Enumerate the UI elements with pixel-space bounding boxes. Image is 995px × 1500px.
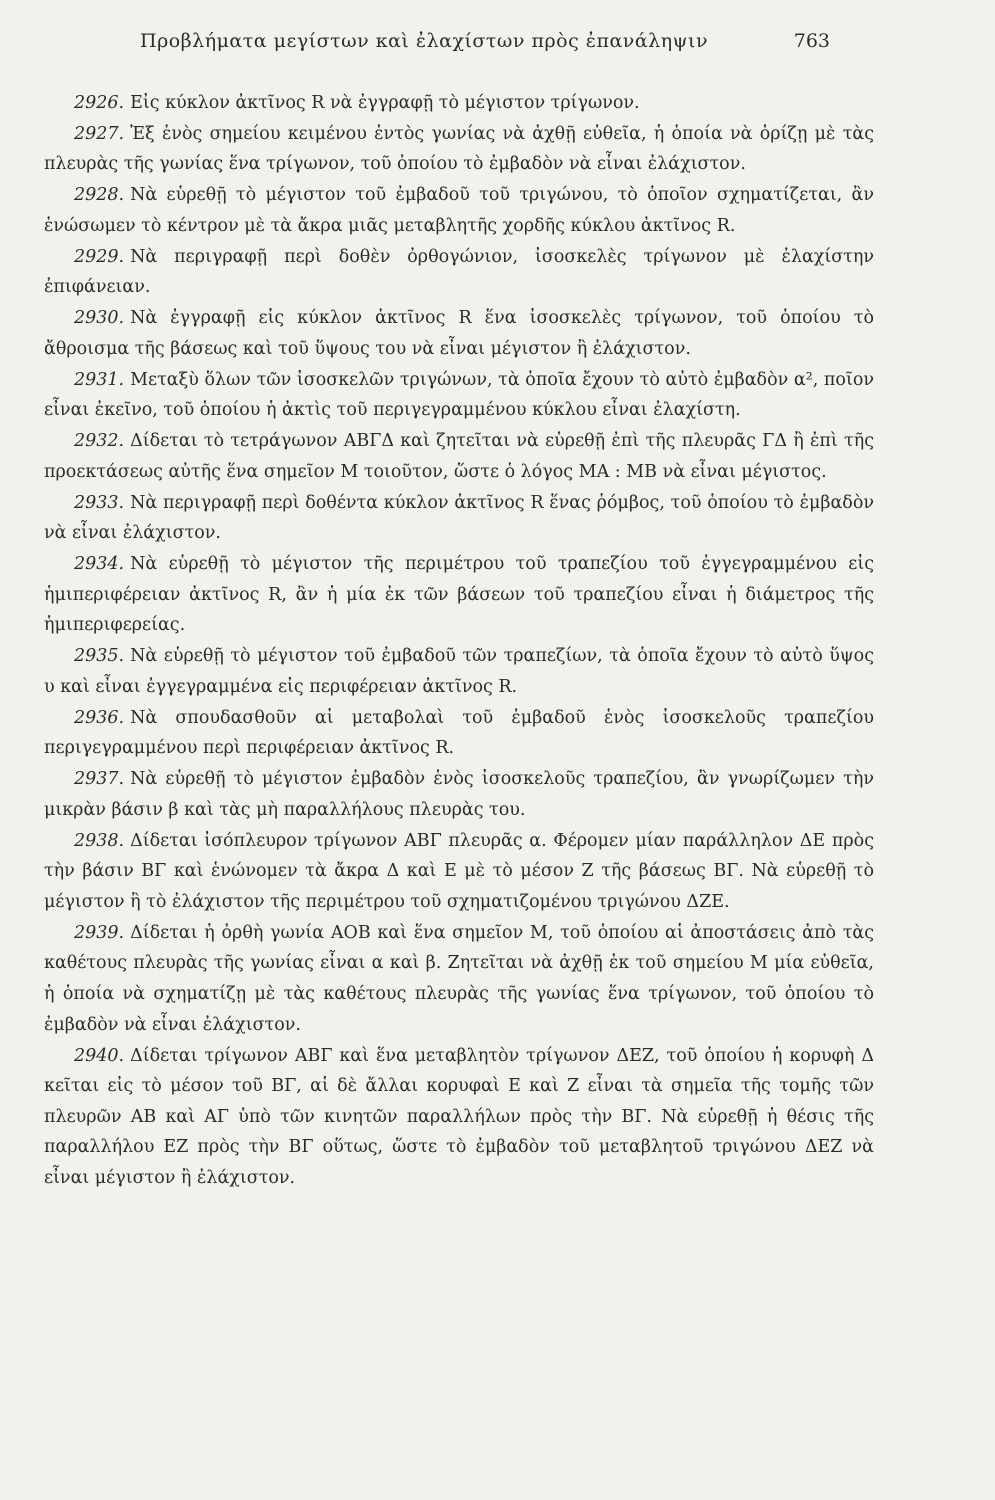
problem-text: Ἐξ ἑνὸς σημείου κειμένου ἐντὸς γωνίας νὰ ἀχθῇ εὐθεῖα, ἡ ὁποία νὰ ὁρίζῃ μὲ τὰς πλευρὰς τῆς γωνίας ἕνα τρίγωνον, τοῦ ὁποίου τὸ ἐμβαδὸν νὰ εἶναι ἐλάχιστον. — [44, 123, 874, 175]
problem-text: Εἰς κύκλον ἀκτῖνος R νὰ ἐγγραφῇ τὸ μέγιστον τρίγωνον. — [130, 93, 640, 113]
problem-text: Νὰ περιγραφῇ περὶ δοθὲν ὀρθογώνιον, ἰσοσκελὲς τρίγωνον μὲ ἐλαχίστην ἐπιφάνειαν. — [44, 246, 874, 298]
problem-number: 2940. — [74, 1045, 125, 1066]
problem-2932 — [44, 426, 874, 487]
problem-number: 2938. — [74, 830, 125, 851]
running-title: Προβλήματα μεγίστων καὶ ἐλαχίστων πρὸς ἐπανάληψιν — [140, 30, 708, 52]
problem-2933 — [44, 488, 874, 549]
problem-number: 2933. — [74, 492, 125, 513]
problem-number: 2928. — [74, 185, 125, 206]
problem-text: Δίδεται ἡ ὀρθὴ γωνία ΑΟΒ καὶ ἕνα σημεῖον Μ, τοῦ ὁποίου αἱ ἀποστάσεις ἀπὸ τὰς καθέτους πλευρὰς τῆς γωνίας εἶναι α καὶ β. Ζητεῖται νὰ ἀχθῇ ἐκ τοῦ σημείου Μ μία εὐθεῖα, ἡ ὁποία νὰ σχηματίζῃ μὲ τὰς καθέτους πλευρὰς τῆς γωνίας ἕνα τρίγωνον, τοῦ ὁποίου τὸ ἐμβαδὸν νὰ εἶναι ἐλάχιστον. — [44, 922, 874, 1035]
problem-2931 — [44, 365, 874, 426]
problem-number: 2932. — [74, 431, 125, 452]
problem-text: Δίδεται τρίγωνον ΑΒΓ καὶ ἕνα μεταβλητὸν τρίγωνον ΔΕΖ, τοῦ ὁποίου ἡ κορυφὴ Δ κεῖται εἰς τὸ μέσον τοῦ ΒΓ, αἱ δὲ ἄλλαι κορυφαὶ Ε καὶ Ζ εἶναι τὰ σημεῖα τῆς τομῆς τῶν πλευρῶν ΑΒ καὶ ΑΓ ὑπὸ τῶν κινητῶν παραλλήλων πρὸς τὴν ΒΓ. Νὰ εὑρεθῇ ἡ θέσις τῆς παραλλήλου ΕΖ πρὸς τὴν ΒΓ οὕτως, ὥστε τὸ ἐμβαδὸν τοῦ μεταβλητοῦ τριγώνου ΔΕΖ νὰ εἶναι μέγιστον ἢ ἐλάχιστον. — [44, 1045, 874, 1188]
problem-number: 2931. — [74, 369, 125, 390]
problem-list — [44, 88, 874, 1194]
problem-2928 — [44, 180, 874, 241]
problem-number: 2929. — [74, 246, 125, 267]
page-header — [140, 30, 830, 52]
problem-2938 — [44, 826, 874, 918]
problem-text: Δίδεται τὸ τετράγωνον ΑΒΓΔ καὶ ζητεῖται νὰ εὑρεθῇ ἐπὶ τῆς πλευρᾶς ΓΔ ἢ ἐπὶ τῆς προεκτάσεως αὐτῆς ἕνα σημεῖον Μ τοιοῦτον, ὥστε ὁ λόγος ΜΑ : ΜΒ νὰ εἶναι μέγιστος. — [44, 431, 874, 482]
problem-number: 2930. — [74, 308, 125, 329]
problem-text: Μεταξὺ ὅλων τῶν ἰσοσκελῶν τριγώνων, τὰ ὁποῖα ἔχουν τὸ αὐτὸ ἐμβαδὸν α², ποῖον εἶναι ἐκεῖνο, τοῦ ὁποίου ἡ ἀκτὶς τοῦ περιγεγραμμένου κύκλου εἶναι ἐλαχίστη. — [44, 369, 874, 421]
problem-text: Νὰ εὑρεθῇ τὸ μέγιστον τοῦ ἐμβαδοῦ τοῦ τριγώνου, τὸ ὁποῖον σχηματίζεται, ἂν ἑνώσωμεν τὸ κέντρον μὲ τὰ ἄκρα μιᾶς μεταβλητῆς χορδῆς κύκλου ἀκτῖνος R. — [44, 185, 874, 236]
problem-2939 — [44, 918, 874, 1040]
problem-number: 2937. — [74, 769, 125, 790]
problem-2934 — [44, 549, 874, 641]
problem-number: 2939. — [74, 922, 125, 943]
problem-number: 2936. — [74, 707, 125, 728]
problem-text: Δίδεται ἰσόπλευρον τρίγωνον ΑΒΓ πλευρᾶς α. Φέρομεν μίαν παράλληλον ΔΕ πρὸς τὴν βάσιν ΒΓ καὶ ἑνώνομεν τὰ ἄκρα Δ καὶ Ε μὲ τὸ μέσον Ζ τῆς βάσεως ΒΓ. Νὰ εὑρεθῇ τὸ μέγιστον ἢ τὸ ἐλάχιστον τῆς περιμέτρου τοῦ σχηματιζομένου τριγώνου ΔΖΕ. — [44, 830, 874, 912]
problem-2929 — [44, 242, 874, 303]
problem-2927 — [44, 119, 874, 180]
problem-text: Νὰ ἐγγραφῇ εἰς κύκλον ἀκτῖνος R ἕνα ἰσοσκελὲς τρίγωνον, τοῦ ὁποίου τὸ ἄθροισμα τῆς βάσεως καὶ τοῦ ὕψους του νὰ εἶναι μέγιστον ἢ ἐλάχιστον. — [44, 308, 874, 359]
problem-number: 2934. — [74, 554, 125, 575]
problem-text: Νὰ περιγραφῇ περὶ δοθέντα κύκλον ἀκτῖνος R ἕνας ῥόμβος, τοῦ ὁποίου τὸ ἐμβαδὸν νὰ εἶναι ἐλάχιστον. — [44, 492, 874, 544]
problem-number: 2927. — [74, 123, 125, 144]
page-number: 763 — [793, 30, 830, 52]
problem-2940 — [44, 1041, 874, 1194]
problem-number: 2935. — [74, 646, 125, 667]
problem-2937 — [44, 764, 874, 825]
problem-text: Νὰ εὑρεθῇ τὸ μέγιστον ἐμβαδὸν ἑνὸς ἰσοσκελοῦς τραπεζίου, ἂν γνωρίζωμεν τὴν μικρὰν βάσιν β καὶ τὰς μὴ παραλλήλους πλευρὰς του. — [44, 769, 874, 820]
problem-number: 2926. — [74, 93, 125, 113]
problem-2935 — [44, 641, 874, 702]
problem-2930 — [44, 303, 874, 364]
problem-2936 — [44, 703, 874, 764]
problem-text: Νὰ εὑρεθῇ τὸ μέγιστον τῆς περιμέτρου τοῦ τραπεζίου τοῦ ἐγγεγραμμένου εἰς ἡμιπεριφέρειαν ἀκτῖνος R, ἂν ἡ μία ἐκ τῶν βάσεων τοῦ τραπεζίου εἶναι ἡ διάμετρος τῆς ἡμιπεριφερείας. — [44, 554, 874, 636]
problem-text: Νὰ σπουδασθοῦν αἱ μεταβολαὶ τοῦ ἐμβαδοῦ ἑνὸς ἰσοσκελοῦς τραπεζίου περιγεγραμμένου περὶ περιφέρειαν ἀκτῖνος R. — [44, 707, 874, 759]
problem-text: Νὰ εὑρεθῇ τὸ μέγιστον τοῦ ἐμβαδοῦ τῶν τραπεζίων, τὰ ὁποῖα ἔχουν τὸ αὐτὸ ὕψος υ καὶ εἶναι ἐγγεγραμμένα εἰς περιφέρειαν ἀκτῖνος R. — [44, 646, 874, 697]
problem-2926 — [44, 88, 874, 119]
